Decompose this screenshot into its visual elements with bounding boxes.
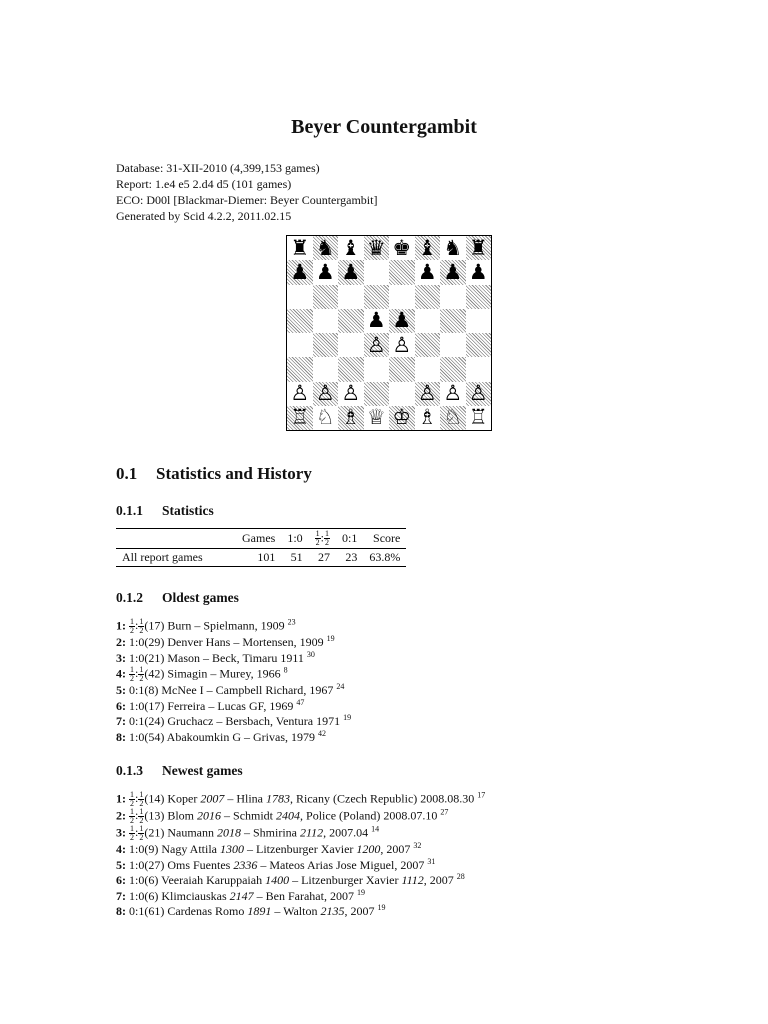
board-square bbox=[338, 406, 364, 430]
oldest-heading bbox=[116, 590, 239, 606]
game-result: 1:0 bbox=[129, 650, 145, 665]
row-draws: 27 bbox=[318, 550, 331, 564]
white-pawn-icon: ♙ bbox=[290, 381, 310, 406]
row-label: All report games bbox=[122, 550, 203, 564]
board-square bbox=[313, 236, 339, 260]
draw-fraction: $\frac{1}{2}$ bbox=[325, 529, 330, 547]
section-title: Statistics and History bbox=[156, 464, 312, 483]
meta-database: Database: 31-XII-2010 (4,399,153 games) bbox=[116, 161, 320, 175]
white-knight-icon: ♘ bbox=[315, 405, 335, 430]
game-entry: 6: 1:0(6) Veeraiah Karuppaiah 1400 – Litzenburger Xavier 1112, 2007 $^{28}$ bbox=[116, 872, 465, 887]
white-queen-icon: ♕ bbox=[366, 405, 386, 430]
oldest-games-list bbox=[116, 618, 351, 745]
black-pawn-icon: ♟ bbox=[341, 259, 361, 284]
board-square bbox=[287, 333, 313, 357]
board-square bbox=[287, 382, 313, 406]
meta-generated: Generated by Scid 4.2.2, 2011.02.15 bbox=[116, 209, 292, 223]
game-entry: 1: $\frac{1}{2}$ : $\frac{1}{2}$ (14) Koper 2007 – Hlina 1783, Ricany (Czech Republic) 2008.08.30 $^{17}$ bbox=[116, 790, 486, 808]
board-square bbox=[415, 382, 441, 406]
board-square bbox=[440, 260, 466, 284]
black-king-icon: ♚ bbox=[392, 235, 412, 260]
board-square bbox=[415, 309, 441, 333]
game-entry: 4: $\frac{1}{2}$ : $\frac{1}{2}$ (42) Simagin – Murey, 1966 $^8$ bbox=[116, 665, 288, 683]
statistics-row bbox=[116, 549, 406, 567]
draw-fraction: $\frac{1}{2}$ bbox=[315, 529, 320, 547]
game-index: 8: bbox=[116, 729, 129, 744]
white-pawn-icon: ♙ bbox=[366, 332, 386, 357]
game-note: 8 bbox=[283, 665, 288, 675]
game-note: 42 bbox=[318, 728, 326, 738]
board-square bbox=[389, 260, 415, 284]
white-pawn-icon: ♙ bbox=[443, 381, 463, 406]
board-square bbox=[364, 260, 390, 284]
game-entry: 2: 1:0(29) Denver Hans – Mortensen, 1909 $^{19}$ bbox=[116, 634, 335, 649]
newest-number: 0.1.3 bbox=[116, 763, 143, 778]
board-square bbox=[338, 382, 364, 406]
game-index: 8: bbox=[116, 904, 129, 918]
black-pawn-icon: ♟ bbox=[366, 308, 386, 333]
board-square bbox=[466, 333, 492, 357]
board-square bbox=[415, 406, 441, 430]
board-square bbox=[364, 406, 390, 430]
board-square bbox=[389, 236, 415, 260]
row-white-wins: 51 bbox=[290, 550, 303, 564]
game-note: 31 bbox=[427, 856, 436, 866]
newest-title: Newest games bbox=[162, 763, 243, 778]
game-result: 0:1 bbox=[129, 904, 145, 918]
black-queen-icon: ♛ bbox=[366, 235, 386, 260]
board-square bbox=[440, 236, 466, 260]
statistics-title: Statistics bbox=[162, 503, 214, 518]
game-result: $\frac{1}{2}$ : $\frac{1}{2}$ bbox=[130, 824, 144, 842]
black-pawn-icon: ♟ bbox=[315, 259, 335, 284]
game-result: 0:1 bbox=[129, 714, 145, 728]
game-note: 28 bbox=[456, 872, 465, 881]
board-square bbox=[313, 382, 339, 406]
board-square bbox=[389, 333, 415, 357]
white-pawn-icon: ♙ bbox=[341, 381, 361, 406]
oldest-title: Oldest games bbox=[162, 590, 239, 605]
game-entry: 5: 1:0(27) Oms Fuentes 2336 – Mateos Arias Jose Miguel, 2007 $^{31}$ bbox=[116, 856, 436, 872]
header-blank bbox=[116, 529, 236, 549]
header-draws: $\frac{1}{2}$ : $\frac{1}{2}$ bbox=[315, 529, 330, 547]
board-square bbox=[364, 357, 390, 381]
board-square bbox=[440, 285, 466, 309]
white-pawn-icon: ♙ bbox=[417, 381, 437, 406]
game-note: 14 bbox=[371, 824, 380, 834]
game-entry: 3: 1:0(21) Mason – Beck, Timaru 1911 $^{30}$ bbox=[116, 649, 315, 665]
game-note: 32 bbox=[413, 841, 422, 850]
board-square bbox=[313, 260, 339, 284]
white-king-icon: ♔ bbox=[392, 405, 412, 430]
statistics-header-row bbox=[116, 529, 406, 549]
game-index: 7: bbox=[116, 714, 129, 728]
game-index: 5: bbox=[116, 683, 129, 697]
board-square bbox=[313, 309, 339, 333]
game-entry: 8: 0:1(61) Cardenas Romo 1891 – Walton 2135, 2007 $^{19}$ bbox=[116, 903, 386, 918]
board-square bbox=[389, 357, 415, 381]
game-index: 7: bbox=[116, 888, 129, 903]
board-square bbox=[313, 285, 339, 309]
game-entry: 1: $\frac{1}{2}$ : $\frac{1}{2}$ (17) Burn – Spielmann, 1909 $^{23}$ bbox=[116, 617, 296, 635]
game-result: 1:0 bbox=[129, 729, 145, 744]
game-result: $\frac{1}{2}$ : $\frac{1}{2}$ bbox=[130, 617, 144, 635]
row-games: 101 bbox=[257, 550, 276, 564]
board-square bbox=[440, 357, 466, 381]
board-square bbox=[466, 285, 492, 309]
statistics-number: 0.1.1 bbox=[116, 503, 143, 518]
game-result: $\frac{1}{2}$ : $\frac{1}{2}$ bbox=[130, 807, 144, 825]
game-entry: 7: 1:0(6) Klimciauskas 2147 – Ben Farahat, 2007 $^{19}$ bbox=[116, 887, 365, 903]
game-note: 19 bbox=[343, 713, 352, 722]
board-square bbox=[364, 309, 390, 333]
game-index: 2: bbox=[116, 808, 129, 823]
board-square bbox=[466, 382, 492, 406]
black-bishop-icon: ♝ bbox=[341, 235, 361, 260]
chess-board bbox=[286, 235, 492, 431]
page-title: Beyer Countergambit bbox=[291, 116, 477, 138]
game-index: 2: bbox=[116, 635, 129, 649]
game-index: 1: bbox=[116, 618, 129, 633]
game-index: 4: bbox=[116, 842, 129, 856]
board-square bbox=[466, 260, 492, 284]
board-square bbox=[364, 333, 390, 357]
game-result: 0:1 bbox=[129, 683, 145, 697]
game-index: 4: bbox=[116, 666, 129, 681]
black-knight-icon: ♞ bbox=[315, 235, 335, 260]
game-index: 3: bbox=[116, 825, 129, 840]
black-bishop-icon: ♝ bbox=[417, 235, 437, 260]
statistics-heading bbox=[116, 503, 214, 519]
game-index: 1: bbox=[116, 791, 129, 806]
black-pawn-icon: ♟ bbox=[468, 259, 488, 284]
white-pawn-icon: ♙ bbox=[315, 381, 335, 406]
black-rook-icon: ♜ bbox=[468, 235, 488, 260]
header-score: Score bbox=[373, 531, 401, 545]
white-rook-icon: ♖ bbox=[290, 405, 310, 430]
black-pawn-icon: ♟ bbox=[417, 259, 437, 284]
game-note: 47 bbox=[296, 697, 305, 707]
game-index: 6: bbox=[116, 873, 129, 887]
board-square bbox=[287, 260, 313, 284]
game-entry: 4: 1:0(9) Nagy Attila 1300 – Litzenburger Xavier 1200, 2007 $^{32}$ bbox=[116, 841, 422, 856]
board-square bbox=[313, 333, 339, 357]
board-square bbox=[466, 406, 492, 430]
report-meta bbox=[116, 160, 377, 224]
row-black-wins: 23 bbox=[345, 550, 358, 564]
board-square bbox=[415, 236, 441, 260]
row-score: 63.8% bbox=[369, 550, 401, 564]
board-square bbox=[440, 406, 466, 430]
board-square bbox=[389, 406, 415, 430]
section-number: 0.1 bbox=[116, 464, 138, 483]
board-square bbox=[338, 309, 364, 333]
board-square bbox=[287, 357, 313, 381]
board-square bbox=[313, 406, 339, 430]
game-result: 1:0 bbox=[129, 873, 145, 887]
board-square bbox=[415, 260, 441, 284]
white-bishop-icon: ♗ bbox=[341, 405, 361, 430]
black-pawn-icon: ♟ bbox=[443, 259, 463, 284]
board-square bbox=[287, 406, 313, 430]
board-square bbox=[313, 357, 339, 381]
board-square bbox=[338, 333, 364, 357]
white-knight-icon: ♘ bbox=[443, 405, 463, 430]
board-square bbox=[338, 260, 364, 284]
board-square bbox=[364, 382, 390, 406]
newest-heading bbox=[116, 763, 243, 779]
game-result: 1:0 bbox=[129, 698, 145, 713]
game-note: 23 bbox=[287, 617, 296, 627]
game-entry: 2: $\frac{1}{2}$ : $\frac{1}{2}$ (13) Blom 2016 – Schmidt 2404, Police (Poland) 2008.07.10 $^{27}$ bbox=[116, 807, 449, 825]
game-note: 19 bbox=[356, 887, 365, 897]
game-entry: 7: 0:1(24) Gruchacz – Bersbach, Ventura 1971 $^{19}$ bbox=[116, 713, 352, 728]
oldest-number: 0.1.2 bbox=[116, 590, 143, 605]
board-square bbox=[338, 285, 364, 309]
board-square bbox=[287, 236, 313, 260]
meta-report: Report: 1.e4 e5 2.d4 d5 (101 games) bbox=[116, 177, 292, 191]
game-entry: 6: 1:0(17) Ferreira – Lucas GF, 1969 $^{47}$ bbox=[116, 697, 305, 713]
board-square bbox=[364, 236, 390, 260]
board-square bbox=[338, 236, 364, 260]
header-white-wins: 1:0 bbox=[287, 531, 303, 545]
white-bishop-icon: ♗ bbox=[417, 405, 437, 430]
board-square bbox=[415, 285, 441, 309]
board-square bbox=[389, 309, 415, 333]
game-note: 24 bbox=[336, 682, 345, 691]
board-square bbox=[338, 357, 364, 381]
game-index: 3: bbox=[116, 650, 129, 665]
black-pawn-icon: ♟ bbox=[392, 308, 412, 333]
game-result: 1:0 bbox=[129, 842, 145, 856]
board-square bbox=[466, 236, 492, 260]
board-square bbox=[364, 285, 390, 309]
statistics-table bbox=[116, 528, 406, 567]
board-square bbox=[466, 309, 492, 333]
white-rook-icon: ♖ bbox=[468, 405, 488, 430]
game-result: 1:0 bbox=[129, 635, 145, 649]
game-note: 19 bbox=[326, 634, 335, 643]
game-result: 1:0 bbox=[129, 857, 145, 872]
game-entry: 8: 1:0(54) Abakoumkin G – Grivas, 1979 $^{42}$ bbox=[116, 728, 326, 744]
game-result: 1:0 bbox=[129, 888, 145, 903]
game-note: 27 bbox=[440, 807, 449, 817]
game-note: 19 bbox=[377, 903, 386, 912]
header-games: Games bbox=[242, 531, 276, 545]
game-note: 17 bbox=[477, 790, 486, 800]
board-square bbox=[440, 309, 466, 333]
header-black-wins: 0:1 bbox=[342, 531, 358, 545]
board-square bbox=[287, 285, 313, 309]
black-rook-icon: ♜ bbox=[290, 235, 310, 260]
board-square bbox=[440, 333, 466, 357]
meta-eco: ECO: D00l [Blackmar-Diemer: Beyer Countergambit] bbox=[116, 193, 378, 207]
black-knight-icon: ♞ bbox=[443, 235, 463, 260]
board-square bbox=[389, 382, 415, 406]
white-pawn-icon: ♙ bbox=[392, 332, 412, 357]
section-heading bbox=[116, 464, 312, 484]
board-square bbox=[415, 357, 441, 381]
game-entry: 3: $\frac{1}{2}$ : $\frac{1}{2}$ (21) Naumann 2018 – Shmirina 2112, 2007.04 $^{14}$ bbox=[116, 824, 380, 842]
board-square bbox=[287, 309, 313, 333]
board-square bbox=[415, 333, 441, 357]
game-index: 6: bbox=[116, 698, 129, 713]
black-pawn-icon: ♟ bbox=[290, 259, 310, 284]
white-pawn-icon: ♙ bbox=[468, 381, 488, 406]
board-square bbox=[466, 357, 492, 381]
newest-games-list bbox=[116, 791, 485, 920]
board-square bbox=[440, 382, 466, 406]
game-result: $\frac{1}{2}$ : $\frac{1}{2}$ bbox=[130, 665, 144, 683]
game-index: 5: bbox=[116, 857, 129, 872]
game-entry: 5: 0:1(8) McNee I – Campbell Richard, 1967 $^{24}$ bbox=[116, 682, 345, 697]
game-result: $\frac{1}{2}$ : $\frac{1}{2}$ bbox=[130, 790, 144, 808]
board-square bbox=[389, 285, 415, 309]
game-note: 30 bbox=[306, 649, 315, 659]
